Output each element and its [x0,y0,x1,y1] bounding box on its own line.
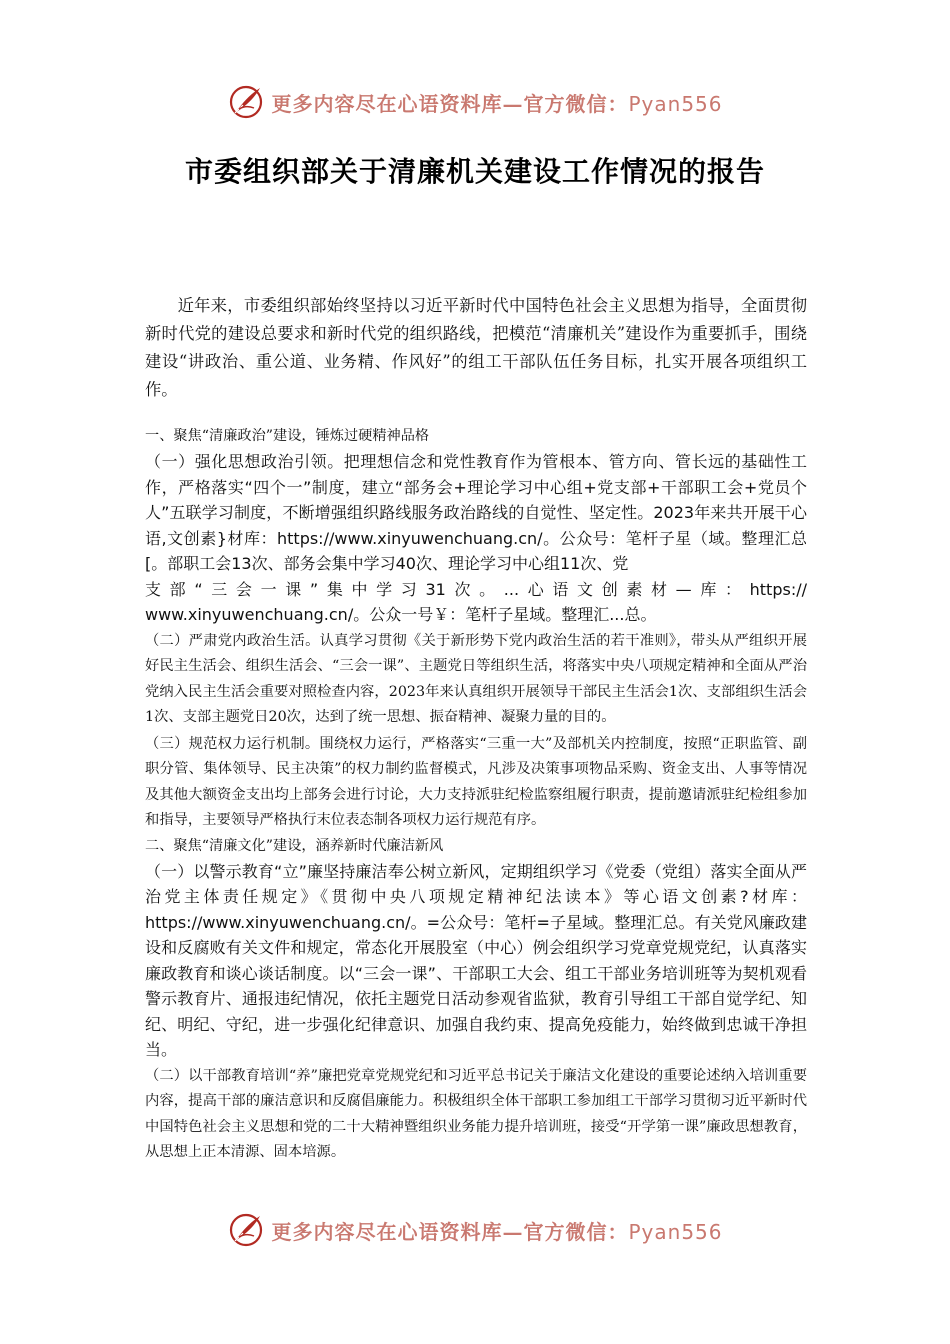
section1-p1-spread-line: 支部“三会一课”集中学习31次。...心语文创素材—库：https:// [145,579,807,599]
banner-wechat-id: Pyan556 [628,91,723,116]
document-body [145,292,807,1166]
section1-paragraph-1 [145,449,807,628]
section1-p1-main: （一）强化思想政治引领。把理想信念和党性教育作为管根本、管方向、管长远的基础性工作，严格落实“四个一”制度，建立“部务会+理论学习中心组+党支部+干部职工会+党员个人”五联学习制度，不断增强组织路线服务政治路线的自觉性、坚定性。2023年来共开展干心语,文创素}材库：https://www.xinyuwenchuang.cn/。公众号：笔杆子星（域。整理汇总[。部职工会13次、部务会集中学习40次、理论学习中心组11次、党 [145,452,807,573]
section1-paragraph-2: （二）严肃党内政治生活。认真学习贯彻《关于新形势下党内政治生活的若干准则》，带头从严组织开展好民主生活会、组织生活会、“三会一课”、主题党日等组织生活，将落实中央八项规定精神和全面从严治党纳入民主生活会重要对照检查内容，2023年来认真组织开展领导干部民主生活会1次、支部组织生活会1次、支部主题党日20次，达到了统一思想、振奋精神、凝聚力量的目的。 [145,632,807,725]
quill-pen-logo-icon [227,83,265,121]
section1-paragraph-3: （三）规范权力运行机制。围绕权力运行，严格落实“三重一大”及部机关内控制度，按照“正职监管、副职分管、集体领导、民主决策”的权力制约监督模式，凡涉及决策事项物品采购、资金支出、人事等情况及其他大额资金支出均上部务会进行讨论，大力支持派驻纪检监察组履行职责，提前邀请派驻纪检组参加和指导，主要领导严格执行末位表态制各项权力运行规范有序。 [145,735,807,828]
header-banner [0,82,950,122]
section1-p1-tail: www.xinyuwenchuang.cn/。公众一号￥：笔杆子星域。整理汇...总。 [145,605,657,624]
banner-label: 更多内容尽在心语资料库—官方微信： [271,1219,629,1244]
section2-heading: 二、聚焦“清廉文化”建设，涵养新时代廉洁新风 [145,837,444,854]
intro-paragraph: 近年来，市委组织部始终坚持以习近平新时代中国特色社会主义思想为指导，全面贯彻新时代党的建设总要求和新时代党的组织路线，把模范“清廉机关”建设作为重要抓手，围绕建设“讲政治、重公道、业务精、作风好”的组工干部队伍任务目标，扎实开展各项组织工作。 [145,296,807,399]
section2-paragraph-1: （一）以警示教育“立”廉坚持廉洁奉公树立新风，定期组织学习《党委（党组）落实全面从严治党主体责任规定》《贯彻中央八项规定精神纪法读本》等心语文创素?材库：https://www.xinyuwenchuang.cn/。=公众号：笔杆=子星域。整理汇总。有关党风廉政建设和反腐败有关文件和规定，常态化开展股室（中心）例会组织学习党章党规党纪，认真落实廉政教育和谈心谈话制度。以“三会一课”、干部职工大会、组工干部业务培训班等为契机观看警示教育片、通报违纪情况，依托主题党日活动参观省监狱，教育引导组工干部自觉学纪、知纪、明纪、守纪，进一步强化纪律意识、加强自我约束、提高免疫能力，始终做到忠诚干净担当。 [145,861,807,1059]
banner-text [271,1216,722,1245]
section2-paragraph-2: （二）以干部教育培训“养”廉把党章党规党纪和习近平总书记关于廉洁文化建设的重要论述纳入培训重要内容，提高干部的廉洁意识和反腐倡廉能力。积极组织全体干部职工参加组工干部学习贯彻习近平新时代中国特色社会主义思想和党的二十大精神暨组织业务能力提升培训班，接受“开学第一课”廉政思想教育，从思想上正本清源、固本培源。 [145,1067,807,1160]
banner-label: 更多内容尽在心语资料库—官方微信： [271,91,629,116]
section1-heading: 一、聚焦“清廉政治”建设，锤炼过硬精神品格 [145,428,430,444]
banner-wechat-id: Pyan556 [628,1219,723,1244]
footer-banner [0,1210,950,1250]
banner-text [271,88,722,117]
document-title: 市委组织部关于清廉机关建设工作情况的报告 [184,155,765,188]
quill-pen-logo-icon [227,1211,265,1249]
